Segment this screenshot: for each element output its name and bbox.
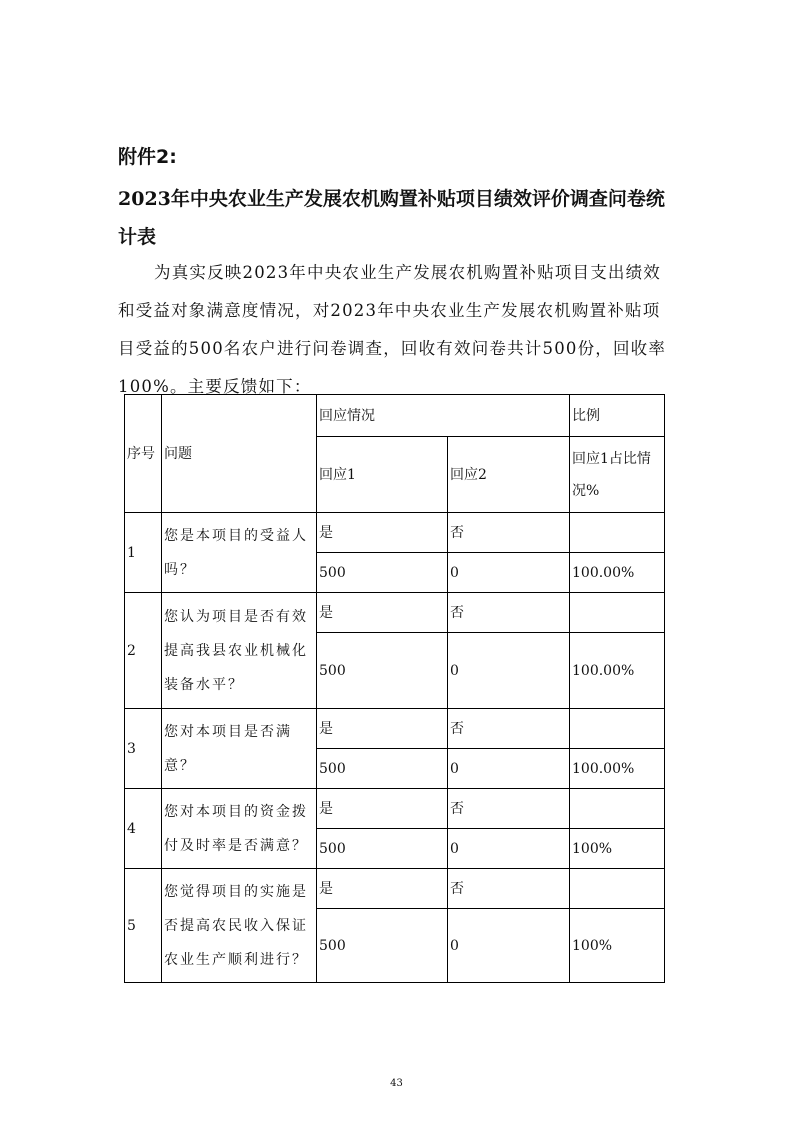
row-ratio-empty: [570, 513, 665, 553]
row-ratio: 100.00%: [570, 633, 665, 709]
row-ratio-empty: [570, 869, 665, 909]
header-response2: 回应2: [448, 437, 570, 513]
row-option1: 是: [317, 513, 448, 553]
row-count2: 0: [448, 749, 570, 789]
row-option1: 是: [317, 869, 448, 909]
header-row: [125, 395, 665, 437]
survey-table: [124, 394, 665, 983]
row-count1: 500: [317, 633, 448, 709]
row-count2: 0: [448, 909, 570, 983]
table-row: [125, 709, 665, 749]
row-ratio: 100%: [570, 829, 665, 869]
table-row: [125, 593, 665, 633]
row-count2: 0: [448, 553, 570, 593]
row-count2: 0: [448, 829, 570, 869]
row-option1: 是: [317, 789, 448, 829]
row-seq: 2: [125, 593, 162, 709]
row-ratio: 100%: [570, 909, 665, 983]
row-seq: 4: [125, 789, 162, 869]
row-question: 您认为项目是否有效提高我县农业机械化装备水平？: [162, 593, 317, 709]
header-seq: 序号: [125, 395, 162, 513]
intro-paragraph: 为真实反映2023年中央农业生产发展农机购置补贴项目支出绩效和受益对象满意度情况，对2023年中央农业生产发展农机购置补贴项目受益的500名农户进行问卷调查，回收有效问卷共计500份，回收率100%。主要反馈如下：: [118, 263, 667, 396]
row-count1: 500: [317, 829, 448, 869]
table-row: [125, 789, 665, 829]
header-response: 回应情况: [317, 395, 570, 437]
row-question: 您对本项目是否满意？: [162, 709, 317, 789]
header-ratio: 比例: [570, 395, 665, 437]
row-option2: 否: [448, 869, 570, 909]
row-ratio: 100.00%: [570, 749, 665, 789]
table-row: [125, 513, 665, 553]
row-option1: 是: [317, 593, 448, 633]
row-question: 您是本项目的受益人吗？: [162, 513, 317, 593]
table-row: [125, 869, 665, 909]
row-question: 您觉得项目的实施是否提高农民收入保证农业生产顺利进行？: [162, 869, 317, 983]
row-ratio-empty: [570, 593, 665, 633]
header-question: 问题: [162, 395, 317, 513]
attachment-label: 附件2:: [118, 146, 177, 168]
row-ratio: 100.00%: [570, 553, 665, 593]
row-count1: 500: [317, 749, 448, 789]
page-number: 43: [390, 1078, 403, 1089]
row-option1: 是: [317, 709, 448, 749]
row-seq: 3: [125, 709, 162, 789]
row-count1: 500: [317, 909, 448, 983]
row-option2: 否: [448, 593, 570, 633]
header-response1: 回应1: [317, 437, 448, 513]
document-title: 2023年中央农业生产发展农机购置补贴项目绩效评价调查问卷统计表: [118, 188, 665, 248]
row-ratio-empty: [570, 789, 665, 829]
row-option2: 否: [448, 789, 570, 829]
row-count1: 500: [317, 553, 448, 593]
row-option2: 否: [448, 709, 570, 749]
row-option2: 否: [448, 513, 570, 553]
row-seq: 1: [125, 513, 162, 593]
row-seq: 5: [125, 869, 162, 983]
header-ratio-detail: 回应1占比情况%: [570, 437, 665, 513]
row-count2: 0: [448, 633, 570, 709]
row-ratio-empty: [570, 709, 665, 749]
row-question: 您对本项目的资金拨付及时率是否满意？: [162, 789, 317, 869]
